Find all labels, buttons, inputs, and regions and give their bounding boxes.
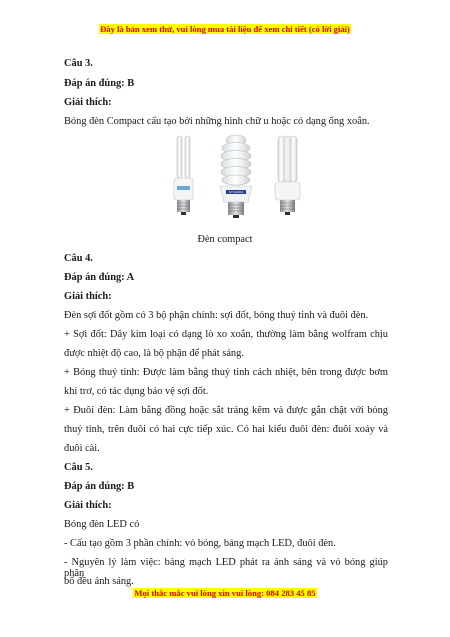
preview-notice-text: Đây là bản xem thử, vui lòng mua tài liệu để xem chi tiết (có lời giải) [100,24,350,34]
q4-paragraph-3-line-2: khí trơ, có tác dụng bảo vệ sợi đốt. [64,386,209,397]
compact-lamps-illustration [163,132,310,228]
u-tube-bulb [174,136,193,215]
q3-explain-label: Giải thích: [64,97,112,108]
q5-explain-label: Giải thích: [64,500,112,511]
spiral-bulb [220,135,252,218]
q4-title: Câu 4. [64,253,93,264]
image-caption: Đèn compact [197,234,253,245]
q4-paragraph-1: Đèn sợi đốt gồm có 3 bộ phận chính: sợi đốt, bóng thuỷ tinh và đuôi đèn. [64,310,369,321]
q3-title: Câu 3. [64,58,93,69]
quad-tube-bulb [275,136,300,215]
q5-title: Câu 5. [64,462,93,473]
q4-paragraph-4-line-2: thuỷ tinh, trên đuôi có hai cực tiếp xúc. Có hai kiểu đuôi đèn: đuôi xoáy và [64,424,388,435]
q5-paragraph-3-line-2: bố đều ánh sáng. [64,576,134,587]
q5-answer: Đáp án đúng: B [64,481,135,492]
q3-answer: Đáp án đúng: B [64,78,135,89]
preview-notice-header [0,24,450,34]
q4-answer: Đáp án đúng: A [64,272,135,283]
q4-paragraph-3-line-1: + Bóng thuỷ tinh: Được làm bằng thuỷ tinh cách nhiệt, bên trong được bơm [64,367,388,378]
q4-paragraph-4-line-1: + Đuôi đèn: Làm bằng đồng hoặc sắt tráng kẽm và được gắn chặt với bóng [64,405,388,416]
q4-paragraph-2-line-1: + Sợi đốt: Dây kim loại có dạng lò xo xoắn, thường làm bằng wolfram chịu [64,329,388,340]
q4-paragraph-4-line-3: đuôi cài. [64,443,100,454]
q4-paragraph-2-line-2: được nhiệt độ cao, là bộ phận để phát sáng. [64,348,244,359]
q4-explain-label: Giải thích: [64,291,112,302]
contact-footer-text: Mọi thắc mắc vui lòng xin vui lòng: 084 283 45 85 [134,588,316,598]
q3-text: Bóng đèn Compact cấu tạo bởi những hình chữ u hoặc có dạng ống xoắn. [64,116,370,127]
q5-paragraph-1: Bóng đèn LED có [64,519,140,530]
q5-paragraph-2: - Cấu tạo gồm 3 phần chính: vỏ bóng, bảng mạch LED, đuôi đèn. [64,538,336,549]
bulb-brand-label: SYLVANIA [228,190,244,195]
q5-paragraph-3-line-1: - Nguyên lý làm việc: bảng mạch LED phát ra ánh sáng và vỏ bóng giúp phân [64,557,388,579]
compact-lamps-photo [163,132,310,228]
contact-footer [0,588,450,598]
